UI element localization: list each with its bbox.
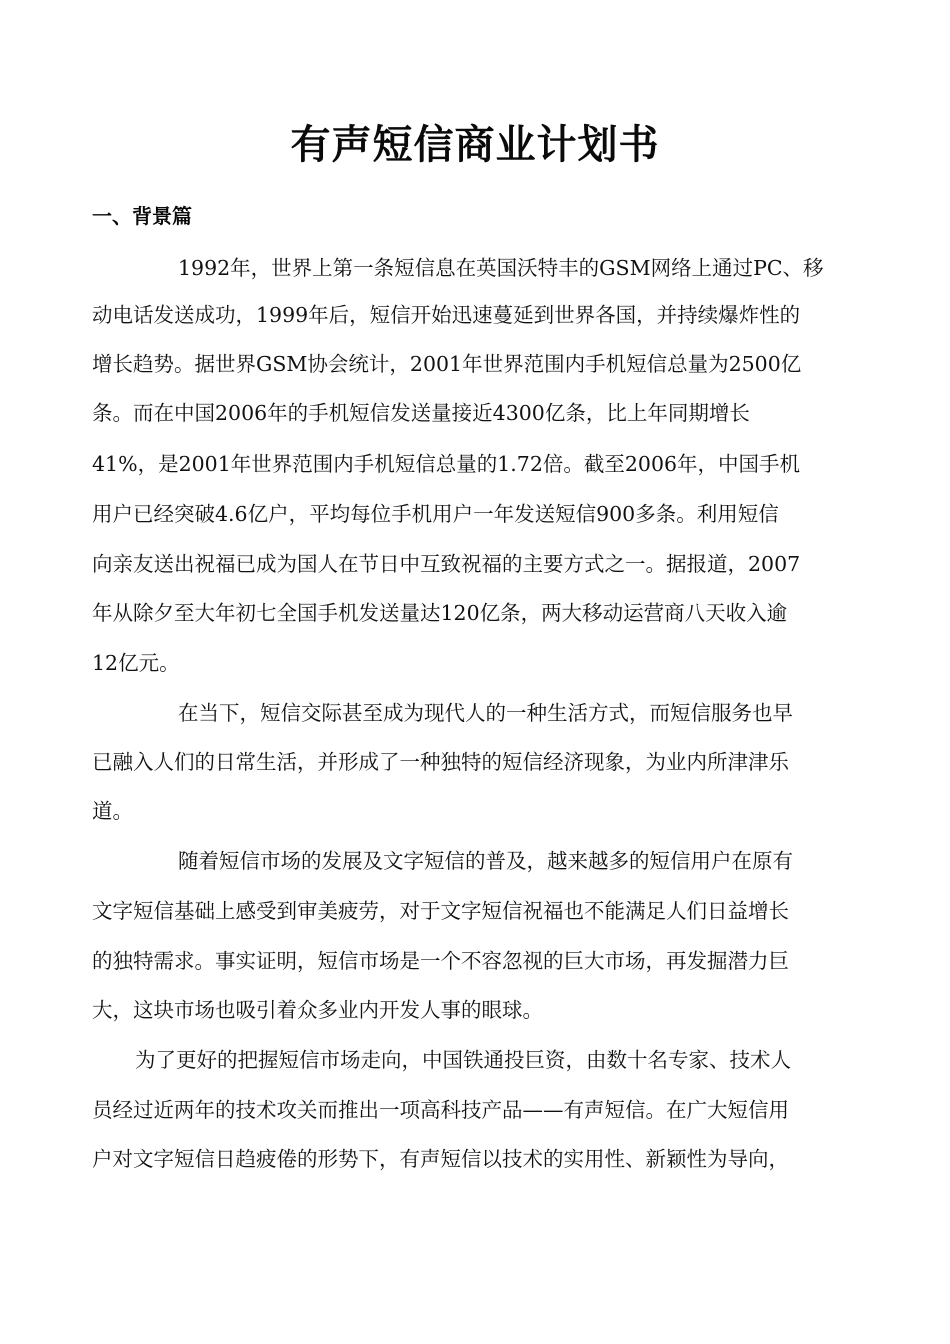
paragraph-1-line: 12亿元。: [92, 651, 180, 675]
paragraph-3-line: 文字短信基础上感受到审美疲劳，对于文字短信祝福也不能满足人们日益增长: [92, 899, 789, 923]
paragraph-4-line: 员经过近两年的技术攻关而推出一项高科技产品——有声短信。在广大短信用: [92, 1098, 789, 1122]
section-heading: 一、背景篇: [92, 204, 192, 228]
paragraph-1-line: 条。而在中国2006年的手机短信发送量接近4300亿条，比上年同期增长: [92, 401, 750, 425]
paragraph-4-line: 户对文字短信日趋疲倦的形势下，有声短信以技术的实用性、新颖性为导向，: [92, 1147, 789, 1171]
paragraph-3-line: 随着短信市场的发展及文字短信的普及，越来越多的短信用户在原有: [178, 849, 793, 873]
paragraph-1-line: 年从除夕至大年初七全国手机发送量达120亿条，两大移动运营商八天收入逾: [92, 601, 788, 625]
document-title: 有声短信商业计划书: [290, 121, 660, 168]
paragraph-1-line: 41%，是2001年世界范围内手机短信总量的1.72倍。截至2006年，中国手机: [92, 452, 801, 476]
paragraph-3-line: 大，这块市场也吸引着众多业内开发人事的眼球。: [92, 998, 543, 1022]
paragraph-4-line: 为了更好的把握短信市场走向，中国铁通投巨资，由数十名专家、技术人: [135, 1048, 791, 1072]
paragraph-1-line: 向亲友送出祝福已成为国人在节日中互致祝福的主要方式之一。据报道，2007: [92, 552, 801, 576]
paragraph-3-line: 的独特需求。事实证明，短信市场是一个不容忽视的巨大市场，再发掘潜力巨: [92, 949, 789, 973]
paragraph-1-line: 用户已经突破4.6亿户，平均每位手机用户一年发送短信900多条。利用短信: [92, 502, 779, 526]
paragraph-2-line: 在当下，短信交际甚至成为现代人的一种生活方式，而短信服务也早: [178, 701, 793, 725]
paragraph-2-line: 已融入人们的日常生活，并形成了一种独特的短信经济现象，为业内所津津乐: [92, 750, 789, 774]
paragraph-2-line: 道。: [92, 799, 133, 823]
paragraph-1-line: 增长趋势。据世界GSM协会统计，2001年世界范围内手机短信总量为2500亿: [92, 352, 802, 376]
paragraph-1-line: 动电话发送成功，1999年后，短信开始迅速蔓延到世界各国，并持续爆炸性的: [92, 303, 801, 327]
paragraph-1-line: 1992年，世界上第一条短信息在英国沃特丰的GSM网络上通过PC、移: [178, 256, 824, 280]
